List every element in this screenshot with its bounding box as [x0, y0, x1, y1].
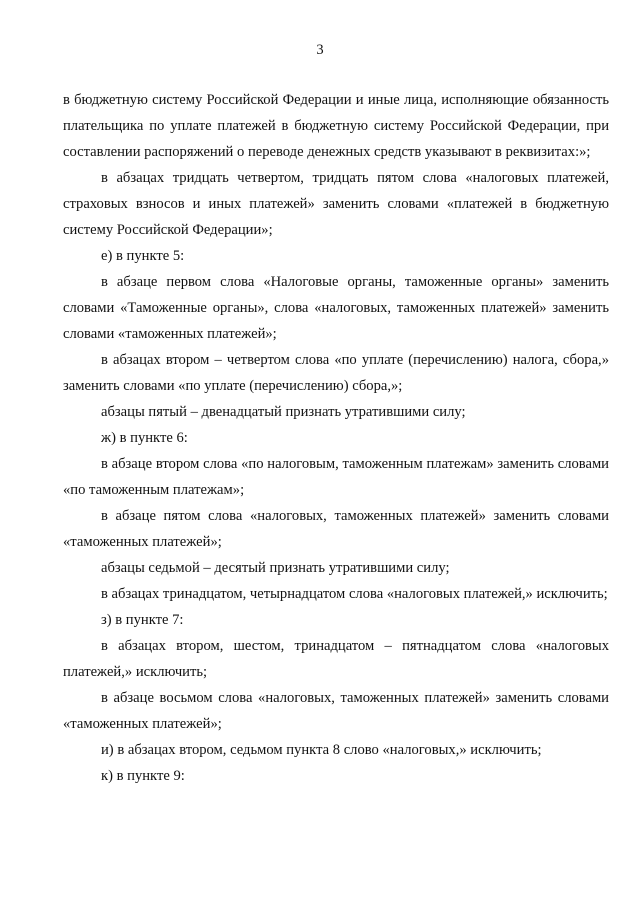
paragraph: в абзацах тридцать четвертом, тридцать пятом слова «налоговых платежей, страховых взносов и иных платежей» заменить словами «платежей в бюджетную систему Российской Федерации»; — [63, 170, 609, 238]
paragraph: ж) в пункте 6: — [101, 430, 188, 446]
paragraph: абзацы седьмой – десятый признать утратившими силу; — [101, 560, 450, 576]
paragraph: в абзаце пятом слова «налоговых, таможенных платежей» заменить словами «таможенных платежей»; — [63, 508, 609, 550]
document-body — [63, 87, 609, 789]
paragraph: и) в абзацах втором, седьмом пункта 8 слово «налоговых,» исключить; — [101, 742, 542, 758]
paragraph: в бюджетную систему Российской Федерации и иные лица, исполняющие обязанность плательщика по уплате платежей в бюджетную систему Российской Федерации, при составлении распоряжений о переводе денежных средств указывают в реквизитах:»; — [63, 92, 609, 160]
paragraph: в абзаце восьмом слова «налоговых, таможенных платежей» заменить словами «таможенных платежей»; — [63, 690, 609, 732]
paragraph: е) в пункте 5: — [101, 248, 185, 264]
page-number: 3 — [316, 42, 324, 58]
paragraph: з) в пункте 7: — [101, 612, 184, 628]
paragraph: абзацы пятый – двенадцатый признать утратившими силу; — [101, 404, 466, 420]
paragraph: в абзацах втором, шестом, тринадцатом – пятнадцатом слова «налоговых платежей,» исключить; — [63, 638, 609, 680]
paragraph: в абзацах тринадцатом, четырнадцатом слова «налоговых платежей,» исключить; — [101, 586, 608, 602]
paragraph: в абзаце первом слова «Налоговые органы, таможенные органы» заменить словами «Таможенные органы», слова «налоговых, таможенных платежей» заменить словами «таможенных платежей»; — [63, 274, 609, 342]
paragraph: в абзаце втором слова «по налоговым, таможенным платежам» заменить словами «по таможенным платежам»; — [63, 456, 609, 498]
paragraph: к) в пункте 9: — [101, 768, 185, 784]
paragraph: в абзацах втором – четвертом слова «по уплате (перечислению) налога, сбора,» заменить словами «по уплате (перечислению) сбора,»; — [63, 352, 609, 394]
